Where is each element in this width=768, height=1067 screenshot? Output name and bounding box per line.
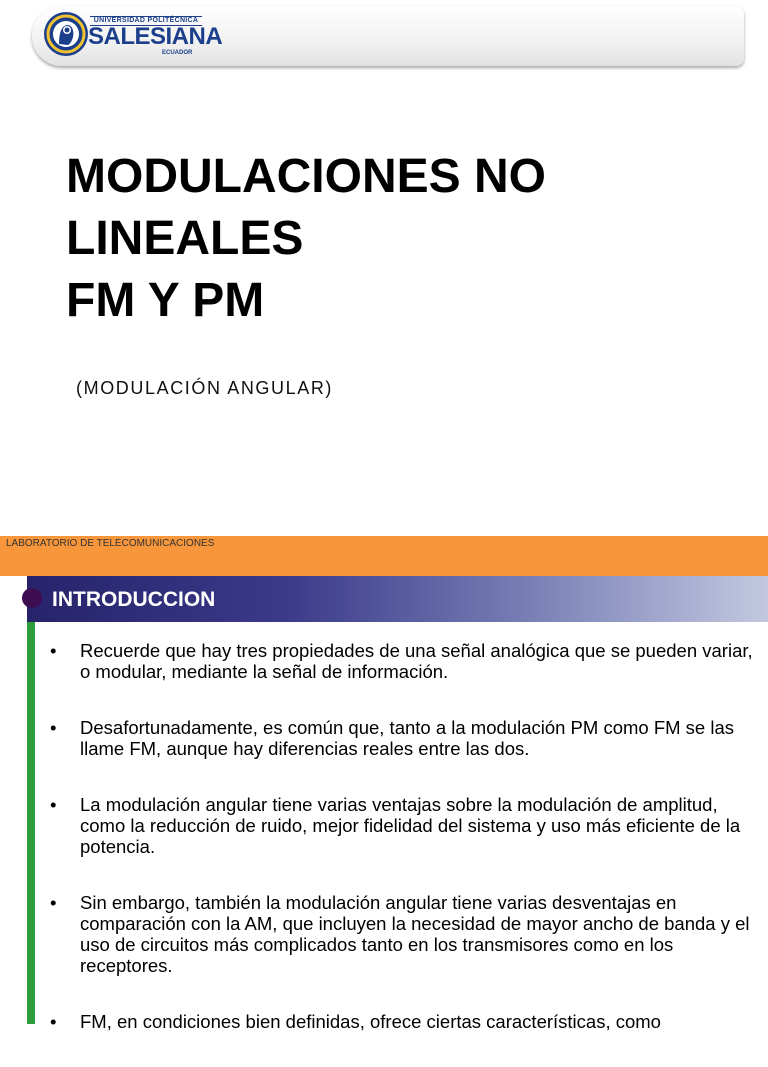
slide-title [66, 146, 726, 332]
university-emblem-icon [42, 10, 90, 58]
bullet-list [50, 640, 762, 1067]
bullet-dot-icon: • [50, 794, 57, 815]
bullet-text: Sin embargo, también la modulación angular tiene varias desventajas en comparación con la AM, que incluyen la necesidad de mayor ancho de banda y el uso de circuitos más complicados tanto en los transmisores como en los receptores. [80, 892, 750, 976]
introduction-slide [0, 576, 768, 1032]
bullet-text: Recuerde que hay tres propiedades de una señal analógica que se pueden variar, o modular, mediante la señal de información. [80, 640, 753, 682]
bullet-text: La modulación angular tiene varias ventajas sobre la modulación de amplitud, como la reducción de ruido, mejor fidelidad del sistema y uso más eficiente de la potencia. [80, 794, 741, 857]
logo-salesiana-text: SALESIANA [88, 23, 223, 50]
logo-country-text: ECUADOR [162, 50, 193, 56]
title-line-1: MODULACIONES NO [66, 150, 546, 203]
bullet-circle-icon [22, 588, 42, 608]
lab-label: LABORATORIO DE TELECOMUNICACIONES [6, 538, 215, 549]
bullet-dot-icon: • [50, 1011, 57, 1032]
bullet-text: FM, en condiciones bien definidas, ofrece ciertas características, como [80, 1011, 661, 1032]
list-item [50, 640, 762, 682]
university-logo [42, 10, 223, 60]
logo-university-text: UNIVERSIDAD POLITÉCNICA [90, 16, 202, 26]
title-line-3: FM Y PM [66, 274, 265, 327]
bullet-dot-icon: • [50, 892, 57, 913]
list-item [50, 717, 762, 759]
footer-band [0, 536, 768, 576]
bullet-dot-icon: • [50, 640, 57, 661]
slide-subtitle: (MODULACIÓN ANGULAR) [76, 378, 334, 398]
list-item [50, 794, 762, 857]
list-item [50, 892, 762, 976]
section-title: INTRODUCCION [52, 588, 216, 611]
green-accent-line [27, 576, 35, 1024]
title-line-2: LINEALES [66, 212, 304, 265]
list-item [50, 1011, 762, 1032]
bullet-dot-icon: • [50, 717, 57, 738]
bullet-text: Desafortunadamente, es común que, tanto a la modulación PM como FM se las llame FM, aunque hay diferencias reales entre las dos. [80, 717, 735, 759]
